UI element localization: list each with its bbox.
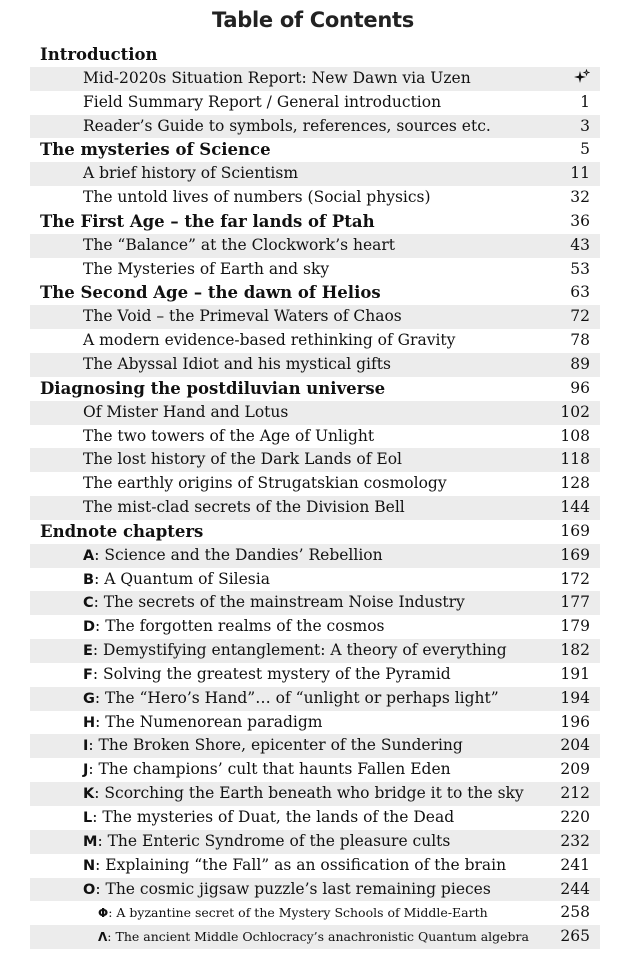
page-number: 89 [570, 354, 590, 373]
page-number: 179 [560, 617, 590, 636]
page-number: 204 [560, 736, 590, 755]
entry-text: : Science and the Dandies’ Rebellion [94, 545, 383, 564]
toc-entry-row [30, 353, 600, 377]
toc-entry-row [30, 162, 600, 186]
entry-title [83, 544, 383, 569]
toc-entry-row [30, 258, 600, 282]
entry-text: Field Summary Report / General introduction [83, 92, 442, 111]
toc-entry-row [30, 878, 600, 902]
page-number: 244 [560, 879, 590, 898]
chapter-key: D [83, 619, 96, 636]
toc-entry-row [30, 472, 600, 496]
entry-title [83, 758, 451, 783]
page-number [574, 67, 590, 91]
page-number: 169 [560, 521, 590, 540]
toc-entry-row [30, 782, 600, 806]
entry-title [83, 568, 270, 593]
entry-text: The Mysteries of Earth and sky [83, 259, 330, 278]
toc-entry-row [30, 91, 600, 115]
toc-entry-row [30, 806, 600, 830]
entry-text: : The Broken Shore, epicenter of the Sundering [88, 736, 463, 755]
toc-entry-row [30, 663, 600, 687]
page-number: 212 [560, 784, 590, 803]
page-number: 108 [560, 426, 590, 445]
entry-title [98, 901, 488, 926]
toc-entry-row [30, 758, 600, 782]
entry-text: : Explaining “the Fall” as an ossification of the brain [95, 855, 507, 874]
entry-title [83, 591, 465, 616]
entry-title [83, 305, 402, 329]
entry-title [83, 234, 395, 258]
entry-title [83, 854, 506, 879]
chapter-key: K [83, 786, 95, 803]
chapter-key: E [83, 643, 93, 660]
entry-text: The untold lives of numbers (Social physics) [83, 188, 431, 207]
toc-entry-row [30, 401, 600, 425]
toc-entry-row [30, 496, 600, 520]
section-title [40, 281, 381, 305]
entry-text: : Solving the greatest mystery of the Pyramid [92, 664, 451, 683]
toc-entry-row [30, 568, 600, 592]
section-title [40, 520, 203, 544]
page-number: 32 [570, 188, 590, 207]
toc-entry-row [30, 901, 600, 925]
entry-title [83, 425, 374, 449]
page-number: 265 [560, 927, 590, 946]
toc-entry-row [30, 448, 600, 472]
entry-text: Diagnosing the postdiluvian universe [40, 378, 386, 398]
entry-text: : The secrets of the mainstream Noise Industry [93, 593, 465, 612]
page-number: 1 [580, 92, 590, 111]
toc-entry-row [30, 425, 600, 449]
entry-text: Endnote chapters [40, 521, 204, 541]
sparkle-icon [574, 69, 590, 85]
page-title: Table of Contents [212, 8, 414, 32]
page-number: 177 [560, 593, 590, 612]
entry-text: The lost history of the Dark Lands of Eol [83, 450, 402, 469]
toc-section-row [30, 520, 600, 544]
entry-title [83, 401, 288, 425]
entry-text: A brief history of Scientism [83, 164, 299, 183]
entry-text: The mist-clad secrets of the Division Bell [83, 498, 405, 517]
entry-title [98, 925, 529, 950]
page-number: 241 [560, 855, 590, 874]
entry-title [83, 91, 441, 115]
page-number: 182 [560, 641, 590, 660]
toc-entry-row [30, 591, 600, 615]
entry-text: The earthly origins of Strugatskian cosmology [83, 474, 447, 493]
page-number: 102 [560, 402, 590, 421]
page-number: 258 [560, 903, 590, 922]
entry-text: : The Numenorean paradigm [95, 712, 323, 731]
entry-text: : The cosmic jigsaw puzzle’s last remaining pieces [95, 879, 491, 898]
page-number: 72 [570, 307, 590, 326]
entry-text: : The “Hero’s Hand”… of “unlight or perhaps light” [94, 688, 499, 707]
entry-title [83, 115, 491, 139]
entry-text: : Scorching the Earth beneath who bridge it to the sky [94, 784, 524, 803]
toc-entry-row [30, 186, 600, 210]
entry-title [83, 329, 455, 353]
toc-entry-row [30, 925, 600, 949]
entry-title [83, 782, 524, 807]
entry-text: : The champions’ cult that haunts Fallen Eden [88, 760, 451, 779]
toc-entry-row [30, 544, 600, 568]
chapter-key: C [83, 595, 94, 612]
chapter-key: J [83, 762, 89, 779]
page-number: 11 [570, 164, 590, 183]
toc-entry-row [30, 734, 600, 758]
entry-text: : The ancient Middle Ochlocracy’s anachronistic Quantum algebra [107, 929, 529, 945]
page-number: 36 [570, 211, 590, 230]
entry-title [83, 687, 499, 712]
toc-entry-row [30, 329, 600, 353]
entry-title [83, 711, 323, 736]
section-title [40, 377, 385, 401]
chapter-key: M [83, 833, 98, 850]
toc-entry-row [30, 711, 600, 735]
page-number: 232 [560, 831, 590, 850]
chapter-key: H [83, 714, 96, 731]
page-number: 128 [560, 474, 590, 493]
chapter-key: N [83, 857, 96, 874]
toc-entry-row [30, 234, 600, 258]
toc-entry-row [30, 67, 600, 91]
entry-text: : Demystifying entanglement: A theory of everything [92, 641, 507, 660]
toc-entry-row [30, 830, 600, 854]
page-number: 220 [560, 808, 590, 826]
toc-list [30, 43, 600, 949]
chapter-key: L [83, 810, 93, 826]
entry-title [83, 186, 431, 210]
toc-entry-row [30, 854, 600, 878]
chapter-key: G [83, 690, 95, 707]
page-number: 53 [570, 259, 590, 278]
toc-entry-row [30, 687, 600, 711]
page-number: 5 [580, 140, 590, 159]
chapter-key: Φ [98, 906, 109, 921]
entry-title [83, 615, 385, 640]
entry-title [83, 472, 447, 496]
toc-section-row [30, 138, 600, 162]
toc-section-row [30, 210, 600, 234]
section-title [40, 43, 158, 67]
page-number: 169 [560, 545, 590, 564]
page-number: 209 [560, 760, 590, 779]
entry-text: : The forgotten realms of the cosmos [95, 617, 385, 636]
page-number: 172 [560, 569, 590, 588]
entry-text: : The mysteries of Duat, the lands of the Dead [92, 808, 455, 826]
entry-text: Of Mister Hand and Lotus [83, 402, 289, 421]
page-number: 144 [560, 498, 590, 517]
entry-text: The Abyssal Idiot and his mystical gifts [83, 354, 391, 373]
entry-title [83, 67, 471, 91]
chapter-key: I [83, 738, 89, 755]
entry-title [83, 830, 450, 855]
toc-entry-row [30, 615, 600, 639]
entry-title [83, 806, 454, 831]
entry-title [83, 496, 405, 520]
entry-title [83, 878, 491, 903]
page-number: 63 [570, 283, 590, 302]
chapter-key: F [83, 666, 93, 683]
chapter-key: B [83, 571, 95, 588]
page-number: 191 [560, 664, 590, 683]
page-number: 43 [570, 235, 590, 254]
toc-entry-row [30, 305, 600, 329]
chapter-key: O [83, 881, 96, 898]
entry-text: Introduction [40, 45, 158, 64]
entry-title [83, 162, 298, 186]
page-number: 3 [580, 116, 590, 135]
entry-text: The mysteries of Science [40, 140, 271, 160]
chapter-key: Λ [98, 930, 108, 945]
entry-text: : The Enteric Syndrome of the pleasure cults [97, 831, 451, 850]
toc-section-row [30, 43, 600, 67]
entry-title [83, 663, 451, 688]
entry-text: The Void – the Primeval Waters of Chaos [83, 307, 402, 326]
section-title [40, 210, 375, 234]
entry-title [83, 734, 463, 759]
entry-text: The First Age – the far lands of Ptah [40, 211, 375, 231]
page-number: 78 [570, 331, 590, 350]
toc-entry-row [30, 115, 600, 139]
entry-text: Mid-2020s Situation Report: New Dawn via Uzen [83, 68, 471, 87]
entry-title [83, 639, 507, 664]
page-number: 96 [570, 378, 590, 397]
entry-text: The “Balance” at the Clockwork’s heart [83, 235, 396, 254]
page-number: 118 [560, 450, 590, 469]
chapter-key: A [83, 547, 95, 564]
entry-title [83, 353, 391, 377]
entry-text: : A Quantum of Silesia [94, 569, 270, 588]
toc-section-row [30, 377, 600, 401]
page-number: 196 [560, 712, 590, 731]
entry-text: A modern evidence-based rethinking of Gravity [83, 331, 456, 350]
section-title [40, 138, 271, 162]
entry-text: The two towers of the Age of Unlight [83, 426, 375, 445]
toc-entry-row [30, 639, 600, 663]
entry-title [83, 448, 402, 472]
entry-title [83, 258, 329, 282]
entry-text: : A byzantine secret of the Mystery Schools of Middle-Earth [108, 905, 488, 921]
toc-section-row [30, 281, 600, 305]
page-number: 194 [560, 688, 590, 707]
entry-text: Reader’s Guide to symbols, references, sources etc. [83, 116, 491, 135]
entry-text: The Second Age – the dawn of Helios [40, 283, 381, 303]
